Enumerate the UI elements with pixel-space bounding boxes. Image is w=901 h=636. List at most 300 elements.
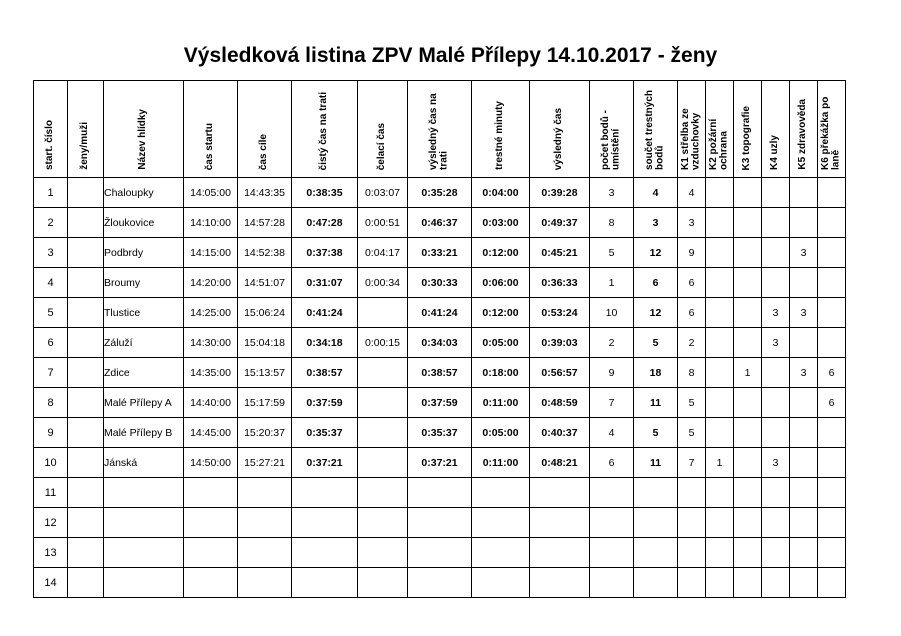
cell-cas-startu: 14:10:00 bbox=[184, 208, 238, 238]
cell-soucet-trestnych-bodu: 5 bbox=[634, 328, 678, 358]
cell-cas-cile: 15:06:24 bbox=[238, 298, 292, 328]
cell-cas-cile: 14:51:07 bbox=[238, 268, 292, 298]
cell-k3 bbox=[734, 328, 762, 358]
cell-vysledny-cas-na-trati: 0:38:57 bbox=[408, 358, 472, 388]
cell-vysledny-cas-na-trati: 0:46:37 bbox=[408, 208, 472, 238]
th-cas-cile-label: čas cíle bbox=[258, 133, 270, 170]
cell-cas-startu bbox=[184, 568, 238, 598]
cell-nazev-hlidky: Chaloupky bbox=[104, 178, 184, 208]
cell-zeny-muzi bbox=[68, 388, 104, 418]
cell-vysledny-cas-na-trati: 0:35:37 bbox=[408, 418, 472, 448]
cell-cas-startu: 14:50:00 bbox=[184, 448, 238, 478]
cell-zeny-muzi bbox=[68, 508, 104, 538]
cell-cisty-cas bbox=[292, 478, 358, 508]
cell-vysledny-cas bbox=[530, 478, 590, 508]
cell-zeny-muzi bbox=[68, 328, 104, 358]
th-cas-startu bbox=[184, 81, 238, 178]
cell-cas-cile: 15:17:59 bbox=[238, 388, 292, 418]
cell-start-cislo: 14 bbox=[34, 568, 68, 598]
th-pocet-bodu-umisteni-label: počet bodů - umístění bbox=[600, 110, 622, 170]
cell-cas-startu: 14:45:00 bbox=[184, 418, 238, 448]
cell-k4 bbox=[762, 568, 790, 598]
cell-cas-startu: 14:05:00 bbox=[184, 178, 238, 208]
cell-cisty-cas: 0:37:38 bbox=[292, 238, 358, 268]
cell-zeny-muzi bbox=[68, 568, 104, 598]
cell-k6: 6 bbox=[818, 358, 846, 388]
cell-soucet-trestnych-bodu: 6 bbox=[634, 268, 678, 298]
cell-start-cislo: 11 bbox=[34, 478, 68, 508]
cell-vysledny-cas-na-trati: 0:30:33 bbox=[408, 268, 472, 298]
cell-cas-startu bbox=[184, 478, 238, 508]
cell-celaci-cas bbox=[358, 358, 408, 388]
cell-start-cislo: 4 bbox=[34, 268, 68, 298]
cell-nazev-hlidky: Zdice bbox=[104, 358, 184, 388]
table-header-row bbox=[34, 81, 846, 178]
cell-k1: 2 bbox=[678, 328, 706, 358]
cell-cisty-cas bbox=[292, 538, 358, 568]
cell-k1: 5 bbox=[678, 388, 706, 418]
th-k6-label: K6 překážka po laně bbox=[820, 96, 842, 170]
cell-celaci-cas: 0:00:15 bbox=[358, 328, 408, 358]
th-trestne-minuty-label: trestné minuty bbox=[494, 101, 506, 170]
cell-k1: 7 bbox=[678, 448, 706, 478]
cell-vysledny-cas: 0:39:03 bbox=[530, 328, 590, 358]
th-nazev-hlidky bbox=[104, 81, 184, 178]
cell-k3 bbox=[734, 268, 762, 298]
table-row bbox=[34, 358, 846, 388]
cell-k6 bbox=[818, 178, 846, 208]
cell-nazev-hlidky: Malé Přílepy B bbox=[104, 418, 184, 448]
cell-k1: 4 bbox=[678, 178, 706, 208]
cell-soucet-trestnych-bodu: 18 bbox=[634, 358, 678, 388]
cell-cisty-cas: 0:37:21 bbox=[292, 448, 358, 478]
cell-pocet-bodu: 5 bbox=[590, 238, 634, 268]
th-soucet-trestnych-bodu-label: součet trestných bodů bbox=[644, 89, 666, 170]
cell-cas-startu: 14:15:00 bbox=[184, 238, 238, 268]
table-row bbox=[34, 238, 846, 268]
cell-cas-startu bbox=[184, 538, 238, 568]
cell-k6 bbox=[818, 238, 846, 268]
th-vysledny-cas-label: výsledný čas bbox=[553, 107, 565, 170]
cell-k1: 6 bbox=[678, 268, 706, 298]
cell-celaci-cas bbox=[358, 568, 408, 598]
cell-vysledny-cas bbox=[530, 538, 590, 568]
cell-nazev-hlidky: Malé Přílepy A bbox=[104, 388, 184, 418]
cell-cisty-cas: 0:38:57 bbox=[292, 358, 358, 388]
th-cas-cile bbox=[238, 81, 292, 178]
th-k5 bbox=[790, 81, 818, 178]
cell-trestne-minuty: 0:03:00 bbox=[472, 208, 530, 238]
cell-k2 bbox=[706, 568, 734, 598]
cell-k5 bbox=[790, 268, 818, 298]
cell-pocet-bodu: 6 bbox=[590, 448, 634, 478]
cell-k4 bbox=[762, 538, 790, 568]
cell-cisty-cas: 0:34:18 bbox=[292, 328, 358, 358]
cell-k6 bbox=[818, 448, 846, 478]
cell-zeny-muzi bbox=[68, 238, 104, 268]
cell-start-cislo: 5 bbox=[34, 298, 68, 328]
cell-zeny-muzi bbox=[68, 478, 104, 508]
th-k3-label: K3 topografie bbox=[741, 105, 753, 170]
cell-start-cislo: 9 bbox=[34, 418, 68, 448]
th-k2-label: K2 požární ochrana bbox=[708, 118, 730, 170]
cell-start-cislo: 12 bbox=[34, 508, 68, 538]
results-table-body bbox=[34, 178, 846, 598]
cell-cisty-cas: 0:47:28 bbox=[292, 208, 358, 238]
table-row bbox=[34, 208, 846, 238]
cell-trestne-minuty bbox=[472, 508, 530, 538]
cell-start-cislo: 8 bbox=[34, 388, 68, 418]
th-k4 bbox=[762, 81, 790, 178]
cell-cas-startu: 14:30:00 bbox=[184, 328, 238, 358]
cell-k6 bbox=[818, 568, 846, 598]
cell-k1: 9 bbox=[678, 238, 706, 268]
th-celaci-cas-label: čelací čas bbox=[376, 122, 388, 170]
cell-trestne-minuty: 0:05:00 bbox=[472, 418, 530, 448]
cell-cisty-cas: 0:31:07 bbox=[292, 268, 358, 298]
cell-soucet-trestnych-bodu: 11 bbox=[634, 388, 678, 418]
cell-k2: 1 bbox=[706, 448, 734, 478]
cell-cisty-cas: 0:41:24 bbox=[292, 298, 358, 328]
cell-celaci-cas bbox=[358, 448, 408, 478]
cell-k4 bbox=[762, 238, 790, 268]
cell-trestne-minuty: 0:11:00 bbox=[472, 448, 530, 478]
cell-k6 bbox=[818, 208, 846, 238]
cell-vysledny-cas: 0:45:21 bbox=[530, 238, 590, 268]
cell-k3 bbox=[734, 298, 762, 328]
cell-trestne-minuty bbox=[472, 568, 530, 598]
th-cisty-cas-label: čistý čas na trati bbox=[318, 91, 330, 170]
cell-zeny-muzi bbox=[68, 268, 104, 298]
cell-pocet-bodu: 7 bbox=[590, 388, 634, 418]
cell-trestne-minuty bbox=[472, 478, 530, 508]
cell-cas-cile: 15:27:21 bbox=[238, 448, 292, 478]
cell-pocet-bodu bbox=[590, 478, 634, 508]
cell-k2 bbox=[706, 328, 734, 358]
cell-trestne-minuty: 0:04:00 bbox=[472, 178, 530, 208]
cell-k4 bbox=[762, 388, 790, 418]
cell-cas-cile: 14:52:38 bbox=[238, 238, 292, 268]
cell-soucet-trestnych-bodu: 5 bbox=[634, 418, 678, 448]
cell-vysledny-cas: 0:36:33 bbox=[530, 268, 590, 298]
cell-vysledny-cas-na-trati: 0:34:03 bbox=[408, 328, 472, 358]
cell-start-cislo: 2 bbox=[34, 208, 68, 238]
table-row bbox=[34, 268, 846, 298]
cell-start-cislo: 10 bbox=[34, 448, 68, 478]
cell-soucet-trestnych-bodu: 3 bbox=[634, 208, 678, 238]
cell-celaci-cas bbox=[358, 418, 408, 448]
cell-vysledny-cas: 0:49:37 bbox=[530, 208, 590, 238]
cell-k2 bbox=[706, 178, 734, 208]
cell-k2 bbox=[706, 388, 734, 418]
cell-k3 bbox=[734, 178, 762, 208]
cell-nazev-hlidky bbox=[104, 508, 184, 538]
cell-vysledny-cas-na-trati bbox=[408, 568, 472, 598]
cell-vysledny-cas: 0:48:21 bbox=[530, 448, 590, 478]
cell-celaci-cas: 0:00:51 bbox=[358, 208, 408, 238]
cell-cas-startu: 14:25:00 bbox=[184, 298, 238, 328]
cell-k3 bbox=[734, 448, 762, 478]
cell-soucet-trestnych-bodu bbox=[634, 538, 678, 568]
cell-vysledny-cas: 0:53:24 bbox=[530, 298, 590, 328]
cell-k6 bbox=[818, 538, 846, 568]
cell-start-cislo: 6 bbox=[34, 328, 68, 358]
cell-vysledny-cas: 0:39:28 bbox=[530, 178, 590, 208]
table-row bbox=[34, 478, 846, 508]
cell-k2 bbox=[706, 508, 734, 538]
cell-k1: 6 bbox=[678, 298, 706, 328]
cell-vysledny-cas: 0:40:37 bbox=[530, 418, 590, 448]
cell-k4 bbox=[762, 268, 790, 298]
cell-cas-startu: 14:35:00 bbox=[184, 358, 238, 388]
cell-k3 bbox=[734, 418, 762, 448]
cell-cisty-cas: 0:35:37 bbox=[292, 418, 358, 448]
cell-k5 bbox=[790, 208, 818, 238]
cell-pocet-bodu: 1 bbox=[590, 268, 634, 298]
cell-k2 bbox=[706, 358, 734, 388]
cell-soucet-trestnych-bodu bbox=[634, 478, 678, 508]
cell-cas-cile bbox=[238, 478, 292, 508]
cell-celaci-cas bbox=[358, 538, 408, 568]
cell-k3 bbox=[734, 508, 762, 538]
cell-k2 bbox=[706, 268, 734, 298]
cell-start-cislo: 3 bbox=[34, 238, 68, 268]
cell-pocet-bodu bbox=[590, 508, 634, 538]
cell-cas-cile bbox=[238, 538, 292, 568]
th-start-cislo bbox=[34, 81, 68, 178]
cell-k5 bbox=[790, 178, 818, 208]
cell-k4 bbox=[762, 508, 790, 538]
cell-k5 bbox=[790, 508, 818, 538]
th-vysledny-cas bbox=[530, 81, 590, 178]
table-row bbox=[34, 328, 846, 358]
cell-k1: 3 bbox=[678, 208, 706, 238]
cell-k1 bbox=[678, 478, 706, 508]
cell-k6 bbox=[818, 328, 846, 358]
th-vysledny-cas-na-trati-label: výsledný čas na trati bbox=[428, 93, 450, 170]
cell-zeny-muzi bbox=[68, 208, 104, 238]
cell-k5 bbox=[790, 538, 818, 568]
cell-nazev-hlidky: Podbrdy bbox=[104, 238, 184, 268]
cell-celaci-cas bbox=[358, 508, 408, 538]
cell-k4: 3 bbox=[762, 448, 790, 478]
th-k1-label: K1 střelba ze vzduchovky bbox=[680, 108, 702, 170]
table-row bbox=[34, 388, 846, 418]
cell-cisty-cas: 0:38:35 bbox=[292, 178, 358, 208]
cell-vysledny-cas: 0:56:57 bbox=[530, 358, 590, 388]
cell-k1: 8 bbox=[678, 358, 706, 388]
cell-soucet-trestnych-bodu: 11 bbox=[634, 448, 678, 478]
cell-k4 bbox=[762, 178, 790, 208]
cell-k5: 3 bbox=[790, 298, 818, 328]
cell-cisty-cas: 0:37:59 bbox=[292, 388, 358, 418]
cell-nazev-hlidky: Žloukovice bbox=[104, 208, 184, 238]
cell-zeny-muzi bbox=[68, 298, 104, 328]
cell-vysledny-cas-na-trati bbox=[408, 478, 472, 508]
cell-start-cislo: 7 bbox=[34, 358, 68, 388]
cell-k5 bbox=[790, 388, 818, 418]
cell-celaci-cas: 0:04:17 bbox=[358, 238, 408, 268]
cell-k6 bbox=[818, 508, 846, 538]
cell-k3 bbox=[734, 238, 762, 268]
cell-celaci-cas bbox=[358, 298, 408, 328]
table-row bbox=[34, 448, 846, 478]
cell-pocet-bodu: 4 bbox=[590, 418, 634, 448]
cell-k6 bbox=[818, 298, 846, 328]
cell-nazev-hlidky: Záluží bbox=[104, 328, 184, 358]
cell-cisty-cas bbox=[292, 508, 358, 538]
cell-nazev-hlidky: Jánská bbox=[104, 448, 184, 478]
cell-cas-cile: 14:43:35 bbox=[238, 178, 292, 208]
th-cas-startu-label: čas startu bbox=[204, 122, 216, 170]
cell-k5 bbox=[790, 328, 818, 358]
th-zeny-muzi-label: ženy/muži bbox=[79, 122, 91, 170]
th-cisty-cas bbox=[292, 81, 358, 178]
cell-vysledny-cas-na-trati bbox=[408, 508, 472, 538]
cell-pocet-bodu: 8 bbox=[590, 208, 634, 238]
th-start-cislo-label: start. číslo bbox=[44, 119, 56, 170]
table-row bbox=[34, 568, 846, 598]
cell-nazev-hlidky: Tlustice bbox=[104, 298, 184, 328]
th-pocet-bodu-umisteni bbox=[590, 81, 634, 178]
results-table bbox=[33, 80, 846, 598]
cell-pocet-bodu: 10 bbox=[590, 298, 634, 328]
cell-vysledny-cas-na-trati: 0:41:24 bbox=[408, 298, 472, 328]
table-row bbox=[34, 508, 846, 538]
cell-trestne-minuty: 0:18:00 bbox=[472, 358, 530, 388]
th-trestne-minuty bbox=[472, 81, 530, 178]
cell-vysledny-cas-na-trati: 0:33:21 bbox=[408, 238, 472, 268]
cell-k1 bbox=[678, 508, 706, 538]
th-soucet-trestnych-bodu bbox=[634, 81, 678, 178]
cell-pocet-bodu bbox=[590, 538, 634, 568]
cell-zeny-muzi bbox=[68, 178, 104, 208]
cell-k3 bbox=[734, 568, 762, 598]
cell-k6 bbox=[818, 478, 846, 508]
cell-pocet-bodu: 3 bbox=[590, 178, 634, 208]
th-k5-label: K5 zdravověda bbox=[797, 99, 809, 170]
cell-soucet-trestnych-bodu: 4 bbox=[634, 178, 678, 208]
th-nazev-hlidky-label: Název hlídky bbox=[137, 109, 149, 170]
cell-celaci-cas bbox=[358, 388, 408, 418]
cell-celaci-cas: 0:03:07 bbox=[358, 178, 408, 208]
cell-k4: 3 bbox=[762, 328, 790, 358]
cell-zeny-muzi bbox=[68, 538, 104, 568]
th-zeny-muzi bbox=[68, 81, 104, 178]
table-row bbox=[34, 178, 846, 208]
cell-k2 bbox=[706, 298, 734, 328]
cell-pocet-bodu: 9 bbox=[590, 358, 634, 388]
cell-nazev-hlidky bbox=[104, 478, 184, 508]
cell-soucet-trestnych-bodu bbox=[634, 508, 678, 538]
cell-k6: 6 bbox=[818, 388, 846, 418]
cell-cas-startu: 14:20:00 bbox=[184, 268, 238, 298]
cell-k1: 5 bbox=[678, 418, 706, 448]
cell-nazev-hlidky bbox=[104, 568, 184, 598]
results-table-container bbox=[33, 80, 846, 598]
cell-k1 bbox=[678, 568, 706, 598]
cell-vysledny-cas-na-trati: 0:35:28 bbox=[408, 178, 472, 208]
table-row bbox=[34, 418, 846, 448]
cell-k3 bbox=[734, 478, 762, 508]
cell-trestne-minuty: 0:05:00 bbox=[472, 328, 530, 358]
cell-trestne-minuty: 0:12:00 bbox=[472, 298, 530, 328]
cell-start-cislo: 1 bbox=[34, 178, 68, 208]
cell-cas-cile: 15:20:37 bbox=[238, 418, 292, 448]
cell-k5: 3 bbox=[790, 238, 818, 268]
table-row bbox=[34, 298, 846, 328]
th-celaci-cas bbox=[358, 81, 408, 178]
th-k1 bbox=[678, 81, 706, 178]
cell-trestne-minuty bbox=[472, 538, 530, 568]
cell-vysledny-cas: 0:48:59 bbox=[530, 388, 590, 418]
cell-cas-cile bbox=[238, 508, 292, 538]
cell-k3 bbox=[734, 208, 762, 238]
cell-vysledny-cas-na-trati: 0:37:21 bbox=[408, 448, 472, 478]
cell-k5: 3 bbox=[790, 358, 818, 388]
cell-vysledny-cas bbox=[530, 568, 590, 598]
cell-cas-startu bbox=[184, 508, 238, 538]
cell-celaci-cas bbox=[358, 478, 408, 508]
cell-k1 bbox=[678, 538, 706, 568]
cell-pocet-bodu bbox=[590, 568, 634, 598]
cell-trestne-minuty: 0:11:00 bbox=[472, 388, 530, 418]
cell-k4 bbox=[762, 208, 790, 238]
th-k6 bbox=[818, 81, 846, 178]
cell-k6 bbox=[818, 268, 846, 298]
cell-k5 bbox=[790, 448, 818, 478]
page-title: Výsledková listina ZPV Malé Přílepy 14.10.2017 - ženy bbox=[183, 44, 718, 67]
th-vysledny-cas-na-trati bbox=[408, 81, 472, 178]
cell-k4 bbox=[762, 418, 790, 448]
cell-vysledny-cas-na-trati bbox=[408, 538, 472, 568]
cell-pocet-bodu: 2 bbox=[590, 328, 634, 358]
cell-cas-cile bbox=[238, 568, 292, 598]
cell-k2 bbox=[706, 208, 734, 238]
cell-soucet-trestnych-bodu bbox=[634, 568, 678, 598]
cell-k3: 1 bbox=[734, 358, 762, 388]
cell-k4 bbox=[762, 358, 790, 388]
cell-k5 bbox=[790, 568, 818, 598]
cell-nazev-hlidky: Broumy bbox=[104, 268, 184, 298]
cell-celaci-cas: 0:00:34 bbox=[358, 268, 408, 298]
cell-zeny-muzi bbox=[68, 358, 104, 388]
cell-cisty-cas bbox=[292, 568, 358, 598]
cell-cas-cile: 14:57:28 bbox=[238, 208, 292, 238]
cell-k6 bbox=[818, 418, 846, 448]
cell-cas-startu: 14:40:00 bbox=[184, 388, 238, 418]
cell-vysledny-cas bbox=[530, 508, 590, 538]
cell-cas-cile: 15:04:18 bbox=[238, 328, 292, 358]
cell-trestne-minuty: 0:06:00 bbox=[472, 268, 530, 298]
cell-k2 bbox=[706, 418, 734, 448]
cell-vysledny-cas-na-trati: 0:37:59 bbox=[408, 388, 472, 418]
cell-soucet-trestnych-bodu: 12 bbox=[634, 298, 678, 328]
cell-k4 bbox=[762, 478, 790, 508]
cell-nazev-hlidky bbox=[104, 538, 184, 568]
cell-k2 bbox=[706, 238, 734, 268]
th-k2 bbox=[706, 81, 734, 178]
cell-k3 bbox=[734, 538, 762, 568]
cell-k5 bbox=[790, 478, 818, 508]
cell-k4: 3 bbox=[762, 298, 790, 328]
th-k4-label: K4 uzly bbox=[769, 134, 781, 170]
cell-trestne-minuty: 0:12:00 bbox=[472, 238, 530, 268]
cell-k3 bbox=[734, 388, 762, 418]
cell-k5 bbox=[790, 418, 818, 448]
cell-zeny-muzi bbox=[68, 418, 104, 448]
cell-k2 bbox=[706, 538, 734, 568]
